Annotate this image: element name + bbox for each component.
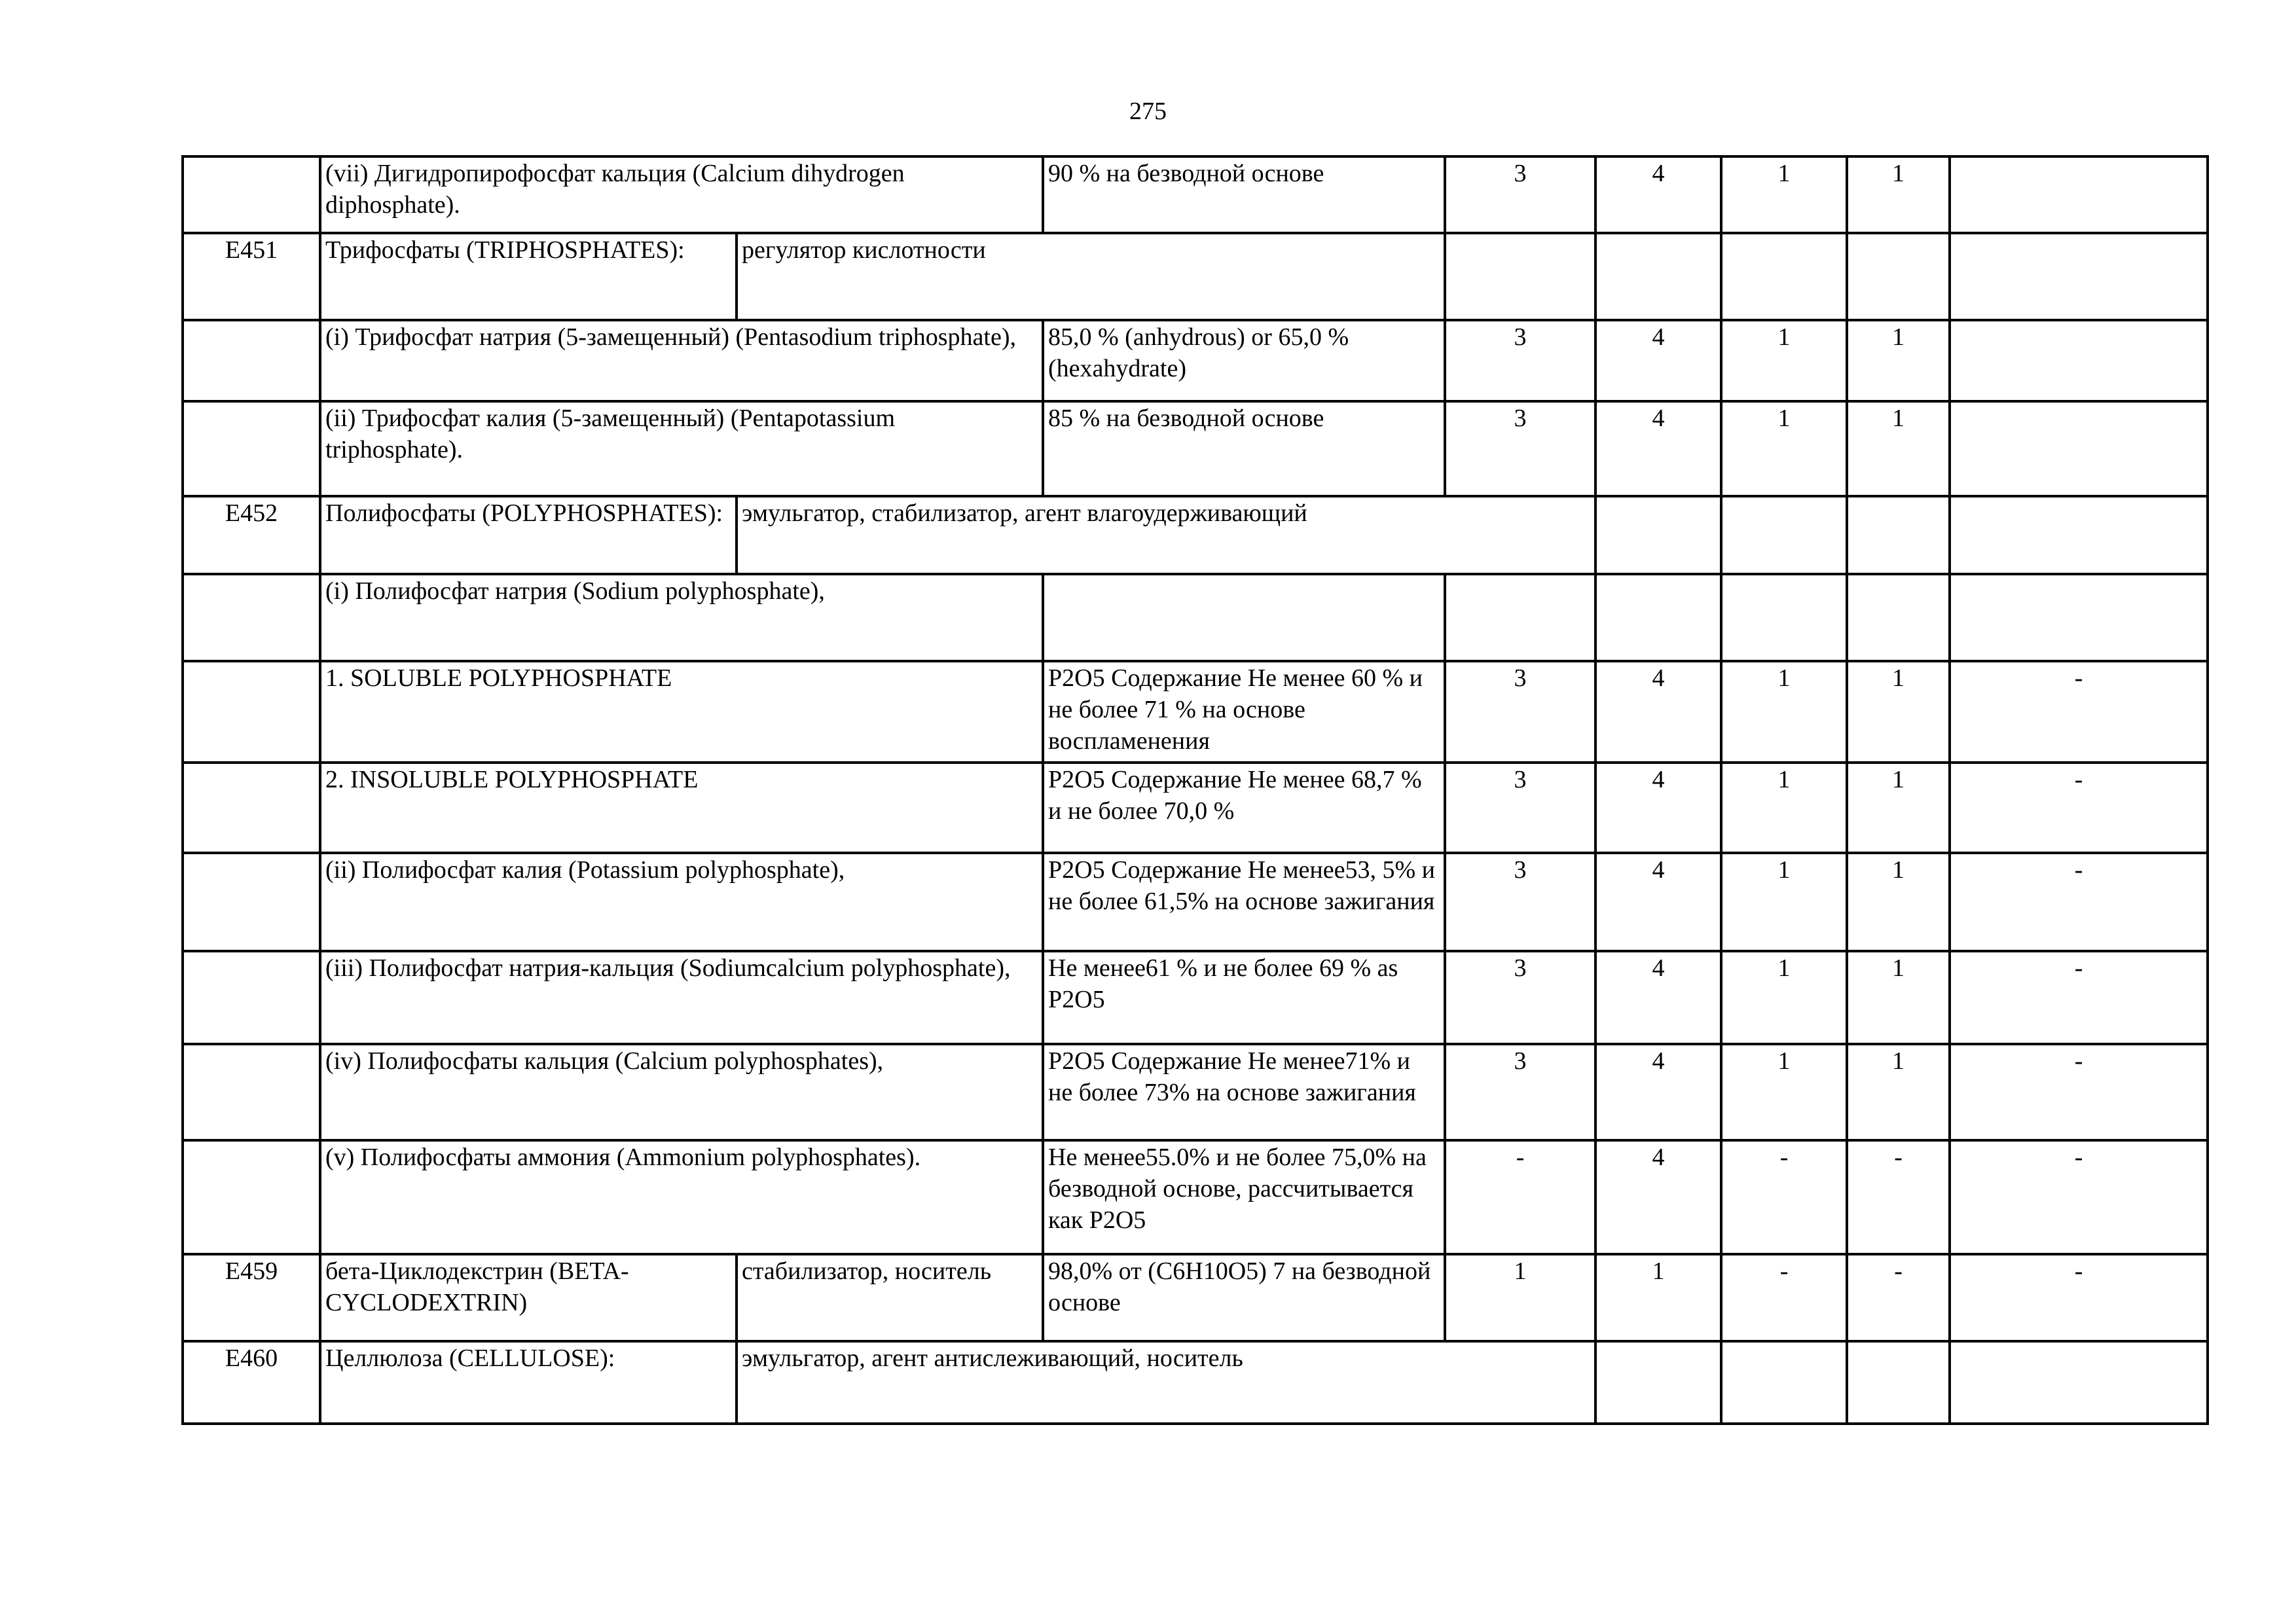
- value-cell-2: [1595, 233, 1721, 320]
- value-cell-1: -: [1445, 1140, 1595, 1254]
- value-cell-1: 1: [1445, 1254, 1595, 1341]
- code-cell: [183, 1140, 320, 1254]
- value-cell-4: 1: [1847, 401, 1950, 496]
- name-cell: 2. INSOLUBLE POLYPHOSPHATE: [320, 763, 1043, 853]
- value-cell-1: 3: [1445, 763, 1595, 853]
- code-cell: E459: [183, 1254, 320, 1341]
- value-cell-3: 1: [1721, 1044, 1847, 1140]
- value-cell-1: 3: [1445, 1044, 1595, 1140]
- table-row: [183, 951, 2208, 1044]
- value-cell-5: [1950, 574, 2208, 661]
- spec-cell: 85 % на безводной основе: [1043, 401, 1445, 496]
- value-cell-1: 3: [1445, 320, 1595, 401]
- spec-cell: P2O5 Содержание Не менее 60 % и не более 71 % на основе воспламенения: [1043, 661, 1445, 763]
- value-cell-4: 1: [1847, 763, 1950, 853]
- table-row: [183, 574, 2208, 661]
- value-cell-3: 1: [1721, 853, 1847, 951]
- table-row: [183, 401, 2208, 496]
- value-cell-1: 3: [1445, 661, 1595, 763]
- name-cell: (ii) Полифосфат калия (Potassium polyphosphate),: [320, 853, 1043, 951]
- page-number: 275: [1129, 98, 1167, 125]
- value-cell-2: 4: [1595, 951, 1721, 1044]
- value-cell-3: 1: [1721, 401, 1847, 496]
- value-cell-5: -: [1950, 951, 2208, 1044]
- value-cell-3: [1721, 574, 1847, 661]
- value-cell-4: 1: [1847, 661, 1950, 763]
- value-cell-5: [1950, 496, 2208, 574]
- spec-cell: Не менее55.0% и не более 75,0% на безводной основе, рассчитывается как P2O5: [1043, 1140, 1445, 1254]
- value-cell-5: -: [1950, 1140, 2208, 1254]
- code-cell: E452: [183, 496, 320, 574]
- name-cell: (v) Полифосфаты аммония (Ammonium polyphosphates).: [320, 1140, 1043, 1254]
- name-cell: (iv) Полифосфаты кальция (Calcium polyphosphates),: [320, 1044, 1043, 1140]
- value-cell-5: [1950, 233, 2208, 320]
- value-cell-2: 4: [1595, 320, 1721, 401]
- table-row: [183, 1044, 2208, 1140]
- code-cell: [183, 401, 320, 496]
- value-cell-4: -: [1847, 1140, 1950, 1254]
- value-cell-5: -: [1950, 661, 2208, 763]
- function-cell: регулятор кислотности: [737, 233, 1445, 320]
- code-cell: E451: [183, 233, 320, 320]
- code-cell: [183, 1044, 320, 1140]
- code-cell: [183, 574, 320, 661]
- value-cell-3: -: [1721, 1140, 1847, 1254]
- spec-cell: P2O5 Содержание Не менее 68,7 % и не более 70,0 %: [1043, 763, 1445, 853]
- value-cell-2: 4: [1595, 853, 1721, 951]
- value-cell-3: 1: [1721, 951, 1847, 1044]
- function-cell: стабилизатор, носитель: [737, 1254, 1043, 1341]
- value-cell-3: [1721, 233, 1847, 320]
- name-cell: Целлюлоза (CELLULOSE):: [320, 1341, 737, 1424]
- value-cell-4: [1847, 496, 1950, 574]
- name-cell: Полифосфаты (POLYPHOSPHATES):: [320, 496, 737, 574]
- name-cell: Трифосфаты (TRIPHOSPHATES):: [320, 233, 737, 320]
- value-cell-1: [1445, 574, 1595, 661]
- value-cell-3: [1721, 1341, 1847, 1424]
- spec-cell: P2O5 Содержание Не менее71% и не более 73% на основе зажигания: [1043, 1044, 1445, 1140]
- code-cell: [183, 320, 320, 401]
- value-cell-3: [1721, 496, 1847, 574]
- value-cell-4: 1: [1847, 1044, 1950, 1140]
- value-cell-5: [1950, 1341, 2208, 1424]
- spec-cell: 98,0% от (C6H10O5) 7 на безводной основе: [1043, 1254, 1445, 1341]
- code-cell: [183, 951, 320, 1044]
- value-cell-5: [1950, 156, 2208, 233]
- spec-cell: [1043, 574, 1445, 661]
- value-cell-4: -: [1847, 1254, 1950, 1341]
- value-cell-5: [1950, 401, 2208, 496]
- value-cell-2: [1595, 496, 1721, 574]
- additives-table: [181, 155, 2209, 1425]
- name-cell: бета-Циклодекстрин (BETA-CYCLODEXTRIN): [320, 1254, 737, 1341]
- value-cell-2: 4: [1595, 661, 1721, 763]
- value-cell-2: [1595, 1341, 1721, 1424]
- name-cell: 1. SOLUBLE POLYPHOSPHATE: [320, 661, 1043, 763]
- value-cell-5: -: [1950, 853, 2208, 951]
- code-cell: [183, 661, 320, 763]
- value-cell-1: [1445, 233, 1595, 320]
- value-cell-2: 4: [1595, 1140, 1721, 1254]
- table-row: [183, 1254, 2208, 1341]
- value-cell-4: [1847, 233, 1950, 320]
- value-cell-2: 4: [1595, 1044, 1721, 1140]
- value-cell-2: [1595, 574, 1721, 661]
- value-cell-5: -: [1950, 1044, 2208, 1140]
- code-cell: [183, 156, 320, 233]
- code-cell: [183, 763, 320, 853]
- value-cell-2: 1: [1595, 1254, 1721, 1341]
- spec-cell: P2O5 Содержание Не менее53, 5% и не более 61,5% на основе зажигания: [1043, 853, 1445, 951]
- value-cell-4: 1: [1847, 951, 1950, 1044]
- value-cell-3: 1: [1721, 763, 1847, 853]
- value-cell-4: 1: [1847, 156, 1950, 233]
- value-cell-3: -: [1721, 1254, 1847, 1341]
- value-cell-2: 4: [1595, 401, 1721, 496]
- code-cell: E460: [183, 1341, 320, 1424]
- name-cell: (i) Трифосфат натрия (5-замещенный) (Pentasodium triphosphate),: [320, 320, 1043, 401]
- code-cell: [183, 853, 320, 951]
- table-row: [183, 320, 2208, 401]
- value-cell-1: 3: [1445, 853, 1595, 951]
- value-cell-5: -: [1950, 763, 2208, 853]
- value-cell-2: 4: [1595, 156, 1721, 233]
- table-row: [183, 853, 2208, 951]
- name-cell: (ii) Трифосфат калия (5-замещенный) (Pentapotassium triphosphate).: [320, 401, 1043, 496]
- value-cell-4: 1: [1847, 853, 1950, 951]
- value-cell-4: [1847, 574, 1950, 661]
- name-cell: (i) Полифосфат натрия (Sodium polyphosphate),: [320, 574, 1043, 661]
- spec-cell: 85,0 % (anhydrous) or 65,0 % (hexahydrate): [1043, 320, 1445, 401]
- value-cell-5: -: [1950, 1254, 2208, 1341]
- table-row: [183, 763, 2208, 853]
- value-cell-1: 3: [1445, 156, 1595, 233]
- value-cell-4: 1: [1847, 320, 1950, 401]
- name-cell: (vii) Дигидропирофосфат кальция (Calcium dihydrogen diphosphate).: [320, 156, 1043, 233]
- value-cell-1: 3: [1445, 401, 1595, 496]
- value-cell-3: 1: [1721, 320, 1847, 401]
- table-row: [183, 1341, 2208, 1424]
- value-cell-3: 1: [1721, 661, 1847, 763]
- value-cell-2: 4: [1595, 763, 1721, 853]
- value-cell-1: 3: [1445, 951, 1595, 1044]
- function-cell: эмульгатор, стабилизатор, агент влагоудерживающий: [737, 496, 1595, 574]
- table-row: [183, 233, 2208, 320]
- table-row: [183, 156, 2208, 233]
- value-cell-3: 1: [1721, 156, 1847, 233]
- table-row: [183, 1140, 2208, 1254]
- spec-cell: 90 % на безводной основе: [1043, 156, 1445, 233]
- value-cell-5: [1950, 320, 2208, 401]
- table-row: [183, 661, 2208, 763]
- name-cell: (iii) Полифосфат натрия-кальция (Sodiumcalcium polyphosphate),: [320, 951, 1043, 1044]
- value-cell-4: [1847, 1341, 1950, 1424]
- spec-cell: Не менее61 % и не более 69 % as P2O5: [1043, 951, 1445, 1044]
- table-row: [183, 496, 2208, 574]
- function-cell: эмульгатор, агент антислеживающий, носитель: [737, 1341, 1595, 1424]
